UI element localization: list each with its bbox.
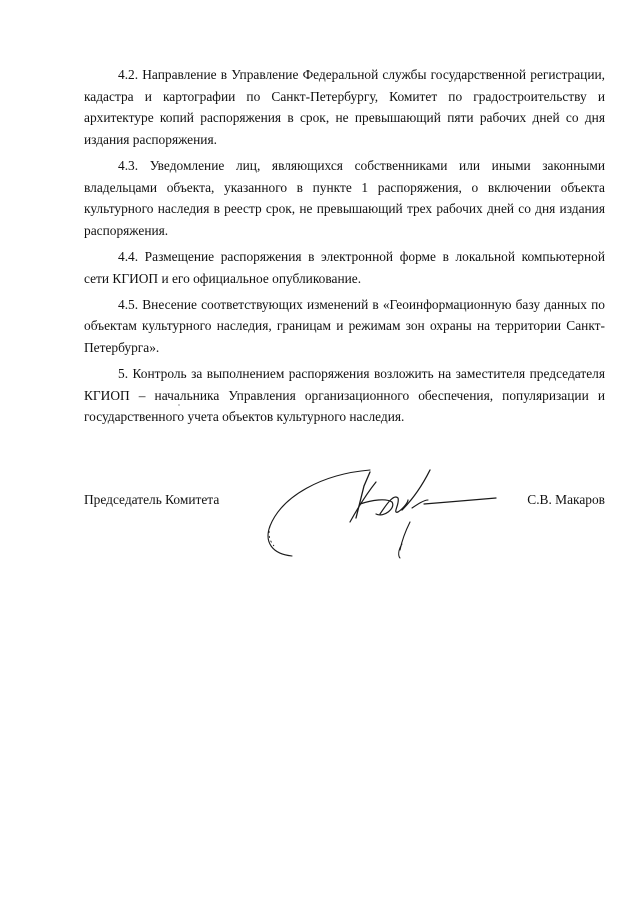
handwritten-signature-icon [252, 464, 512, 584]
scan-speck [178, 404, 180, 406]
paragraph-4-3: 4.3. Уведомление лиц, являющихся собственниками или иными законными владельцами объекта, указанного в пункте 1 распоряжения, о включении объекта культурного наследия в реестр срок, не превышающий трех рабочих дней со дня издания распоряжения. [84, 157, 605, 238]
paragraph-4-5: 4.5. Внесение соответствующих изменений в «Геоинформационную базу данных по объектам культурного наследия, границам и режимам зон охраны на территории Санкт-Петербурга». [84, 296, 605, 355]
document-body [84, 64, 605, 428]
paragraph-5: 5. Контроль за выполнением распоряжения возложить на заместителя председателя КГИОП – начальника Управления организационного обеспечения, популяризации и государственного учета объектов культурного наследия. [84, 366, 605, 425]
signer-name: С.В. Макаров [527, 492, 605, 507]
signer-title: Председатель Комитета [84, 492, 220, 507]
paragraph-4-2: 4.2. Направление в Управление Федеральной службы государственной регистрации, кадастра и картографии по Санкт-Петербургу, Комитет по градостроительству и архитектуре копий распоряжения в срок, не превышающий пяти рабочих дней со дня издания распоряжения. [84, 67, 605, 147]
paragraph-4-4: 4.4. Размещение распоряжения в электронной форме в локальной компьютерной сети КГИОП и его официальное опубликование. [84, 248, 605, 286]
signature-block [84, 478, 605, 588]
